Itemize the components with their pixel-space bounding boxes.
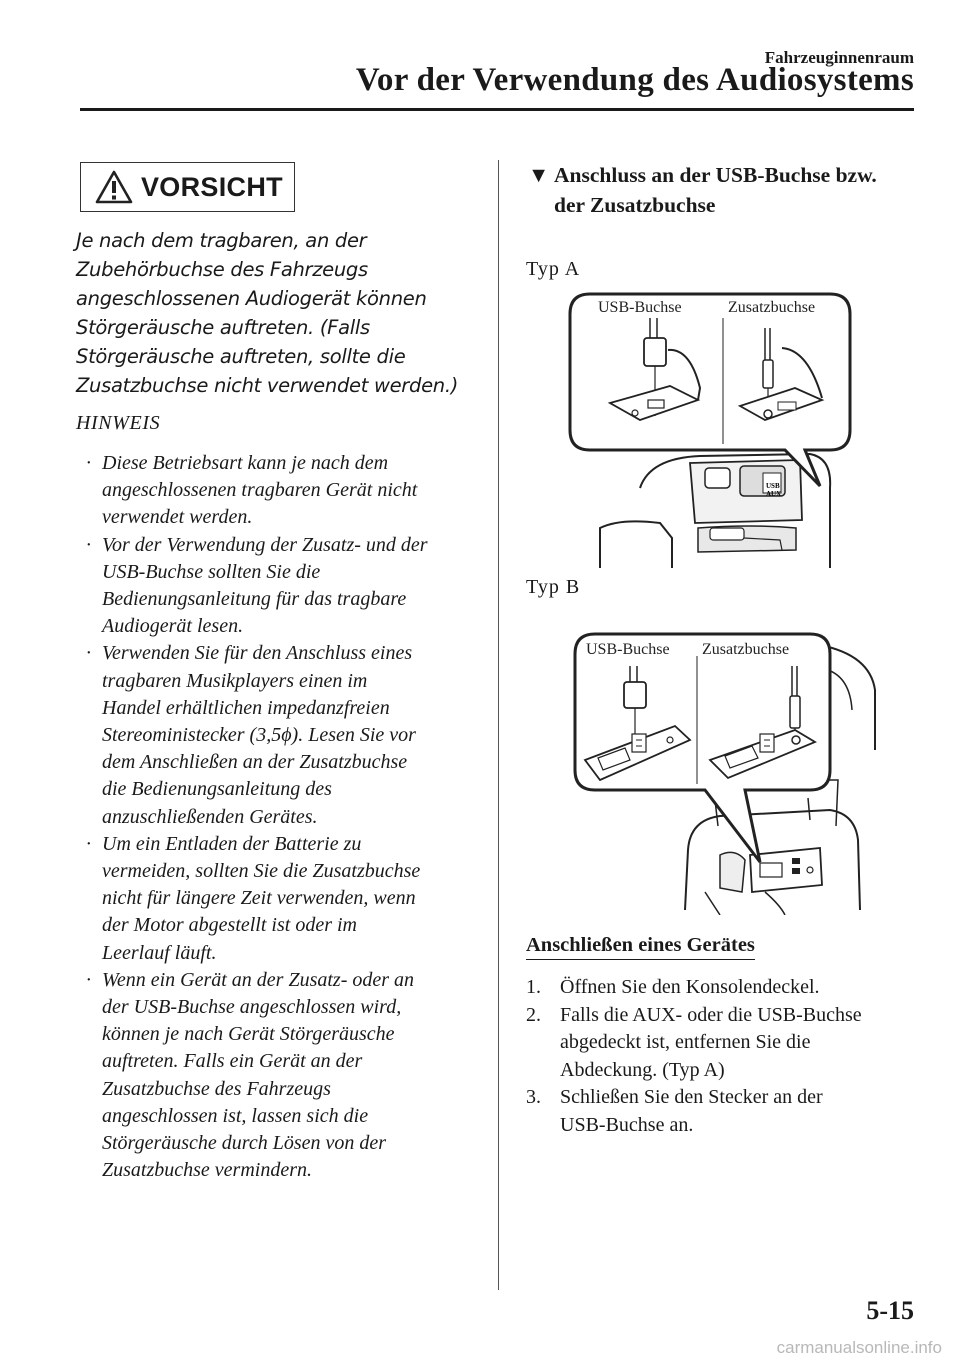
note-item xyxy=(76,532,486,641)
illustration-type-a xyxy=(560,288,860,573)
note-line: Verwenden Sie für den Anschluss eines xyxy=(102,642,413,665)
illustration-type-b-drawing xyxy=(570,630,880,915)
step-number: 3. xyxy=(526,1086,541,1108)
caution-line: Zubehörbuchse des Fahrzeugs xyxy=(76,258,368,281)
steps-list xyxy=(526,974,926,1139)
note-line: tragbaren Musikplayers einen im xyxy=(102,669,368,692)
note-line: Um ein Entladen der Batterie zu xyxy=(102,832,362,855)
bullet: · xyxy=(86,832,91,855)
note-list xyxy=(76,450,486,1184)
step-item xyxy=(526,1002,926,1085)
caution-line: Störgeräusche auftreten, sollte die xyxy=(76,345,406,368)
caution-line: angeschlossenen Audiogerät können xyxy=(76,287,427,310)
note-item xyxy=(76,831,486,967)
illustration-type-a-drawing xyxy=(560,288,860,568)
aux-label: Zusatzbuchse xyxy=(702,641,790,658)
caution-line: Störgeräusche auftreten. (Falls xyxy=(76,316,370,339)
type-a-label: Typ A xyxy=(526,258,581,280)
illustration-type-b xyxy=(570,630,880,920)
note-item xyxy=(76,967,486,1185)
note-line: dem Anschließen an der Zusatzbuchse xyxy=(102,751,408,774)
caution-line: Je nach dem tragbaren, an der xyxy=(76,229,367,252)
step-line: Abdeckung. (Typ A) xyxy=(560,1058,725,1081)
note-line: die Bedienungsanleitung des xyxy=(102,778,332,801)
bullet: · xyxy=(86,968,91,991)
bullet: · xyxy=(86,533,91,556)
step-line: abgedeckt ist, entfernen Sie die xyxy=(560,1031,811,1053)
note-line: Diese Betriebsart kann je nach dem xyxy=(102,452,389,474)
note-line: nicht für längere Zeit verwenden, wenn xyxy=(102,887,416,910)
caution-label: VORSICHT xyxy=(141,171,283,202)
page-title: Vor der Verwendung des Audiosystems xyxy=(355,62,914,98)
section-title: Fahrzeuginnenraum xyxy=(764,48,914,67)
bullet: · xyxy=(86,452,91,474)
step-item xyxy=(526,1084,926,1139)
column-divider xyxy=(498,160,499,1290)
step-line: Öffnen Sie den Konsolendeckel. xyxy=(560,976,820,998)
note-line: können je nach Gerät Störgeräusche xyxy=(102,1023,395,1046)
warning-icon xyxy=(95,170,133,204)
note-line: Zusatzbuchse vermindern. xyxy=(102,1159,312,1182)
page-number: 5-15 xyxy=(866,1296,914,1325)
note-line: der Motor abgestellt ist oder im xyxy=(102,914,357,937)
note-line: auftreten. Falls ein Gerät an der xyxy=(102,1050,363,1073)
note-line: angeschlossen ist, lassen sich die xyxy=(102,1104,369,1127)
note-line: Leerlauf läuft. xyxy=(102,941,217,964)
panel-usb-label: USB xyxy=(766,482,780,490)
note-heading: HINWEIS xyxy=(76,412,161,434)
note-line: anzuschließenden Gerätes. xyxy=(102,805,318,828)
note-line: Audiogerät lesen. xyxy=(102,615,244,638)
note-line: vermeiden, sollten Sie die Zusatzbuchse xyxy=(102,860,421,883)
usb-label: USB-Buchse xyxy=(586,641,670,658)
connection-heading-line1: Anschluss an der USB-Buchse bzw. xyxy=(554,163,877,187)
step-number: 1. xyxy=(526,976,541,998)
usb-label: USB-Buchse xyxy=(598,299,682,316)
triangle-down-icon: ▼ xyxy=(528,163,550,187)
watermark: carmanualsonline.info xyxy=(776,1338,942,1357)
caution-box xyxy=(80,162,295,212)
caution-text xyxy=(76,226,481,400)
step-item xyxy=(526,974,926,1002)
step-number: 2. xyxy=(526,1003,541,1026)
aux-label: Zusatzbuchse xyxy=(728,299,816,316)
note-line: der USB-Buchse angeschlossen wird, xyxy=(102,996,402,1019)
note-item xyxy=(76,640,486,830)
note-line: USB-Buchse sollten Sie die xyxy=(102,560,321,583)
note-line: verwendet werden. xyxy=(102,506,253,529)
connection-heading xyxy=(528,160,928,220)
panel-aux-label: AUX xyxy=(766,490,782,498)
note-line: Bedienungsanleitung für das tragbare xyxy=(102,588,407,611)
note-line: Vor der Verwendung der Zusatz- und der xyxy=(102,533,428,556)
note-line: Wenn ein Gerät an der Zusatz- oder an xyxy=(102,968,415,991)
caution-line: Zusatzbuchse nicht verwendet werden.) xyxy=(76,374,459,397)
connect-device-heading: Anschließen eines Gerätes xyxy=(526,934,755,960)
step-line: USB-Buchse an. xyxy=(560,1113,694,1136)
step-line: Falls die AUX- oder die USB-Buchse xyxy=(560,1003,862,1026)
step-line: Schließen Sie den Stecker an der xyxy=(560,1086,823,1108)
note-line: Zusatzbuchse des Fahrzeugs xyxy=(102,1077,331,1100)
type-b-label: Typ B xyxy=(526,576,581,598)
header-rule xyxy=(80,108,914,111)
connection-heading-line2: der Zusatzbuchse xyxy=(554,193,716,217)
note-line: angeschlossenen tragbaren Gerät nicht xyxy=(102,479,418,502)
note-line: Störgeräusche durch Lösen von der xyxy=(102,1132,387,1155)
note-line: Stereoministecker (3,5ϕ). Lesen Sie vor xyxy=(102,724,416,747)
note-item xyxy=(76,450,486,532)
bullet: · xyxy=(86,642,91,665)
note-line: Handel erhältlichen impedanzfreien xyxy=(102,696,390,719)
